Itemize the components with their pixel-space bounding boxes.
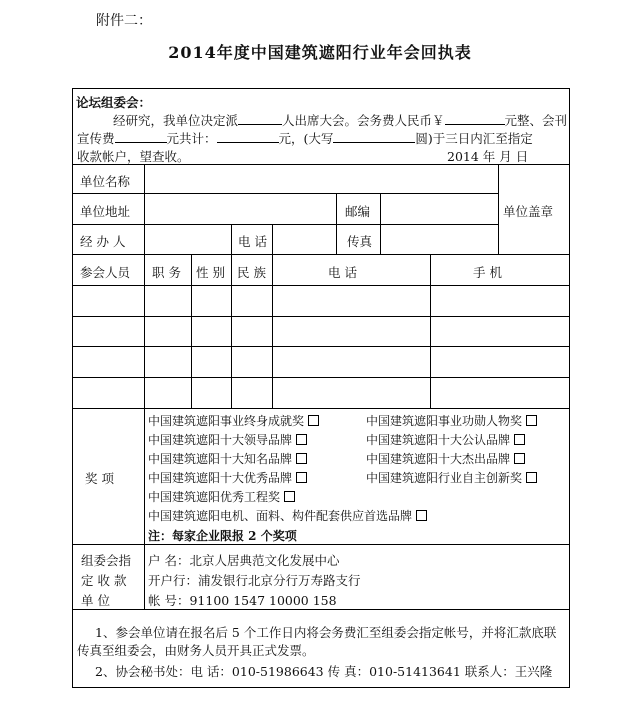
publicity-fee-blank[interactable] [115, 130, 167, 143]
checkbox-icon [514, 453, 525, 464]
handler-label: 经 办 人 [80, 234, 126, 249]
total-blank[interactable] [217, 130, 279, 143]
account-label-3: 单 位 [81, 593, 110, 608]
postcode-label: 邮编 [345, 204, 371, 219]
award-item[interactable]: 中国建筑遮阳事业终身成就奖 [148, 412, 319, 429]
award-item[interactable]: 中国建筑遮阳电机、面料、构件配套供应首选品牌 [148, 507, 427, 524]
mobile-header: 手 机 [473, 265, 502, 280]
unit-seal-label: 单位盖章 [503, 204, 554, 219]
intro-line-3: 收款帐户，望查收。 [77, 149, 190, 164]
checkbox-icon [296, 453, 307, 464]
fax-label: 传真 [347, 234, 373, 249]
intro-date: 2014 年 月 日 [447, 149, 529, 164]
salutation: 论坛组委会： [76, 95, 152, 110]
unit-address-label: 单位地址 [80, 204, 131, 219]
page-title: 2014年度中国建筑遮阳行业年会回执表 [168, 43, 472, 62]
unit-address-field[interactable] [145, 194, 335, 223]
note-1-line-2: 传真至组委会，由财务人员开具正式发票。 [77, 643, 315, 658]
checkbox-icon [526, 415, 537, 426]
attendee-count-blank[interactable] [238, 112, 282, 125]
account-payee: 户 名：北京人居典范文化发展中心 [148, 553, 340, 568]
award-item[interactable]: 中国建筑遮阳行业自主创新奖 [366, 469, 537, 486]
awards-label: 奖 项 [85, 471, 114, 486]
position-header: 职 务 [152, 265, 181, 280]
checkbox-icon [514, 434, 525, 445]
account-label-2: 定 收 款 [81, 573, 127, 588]
intro-line-2: 宣传费 元共计： 元，(大写 圆)于三日内汇至指定 [77, 131, 533, 146]
account-bank: 开户行：浦发银行北京分行万寿路支行 [148, 573, 361, 588]
award-item[interactable]: 中国建筑遮阳十大公认品牌 [366, 431, 525, 448]
account-label-1: 组委会指 [81, 553, 132, 568]
note-2: 2、协会秘书处：电 话：010-51986643 传 真：010-51413641 联系人：王兴隆 [95, 664, 553, 679]
account-number: 帐 号：91100 1547 10000 158 [148, 593, 337, 608]
attachment-label: 附件二： [96, 13, 152, 29]
unit-name-label: 单位名称 [80, 174, 131, 189]
unit-name-field[interactable] [145, 165, 497, 193]
amount-in-words-blank[interactable] [333, 130, 415, 143]
award-item[interactable]: 中国建筑遮阳十大知名品牌 [148, 450, 307, 467]
registration-form [72, 88, 570, 688]
phone-header: 电 话 [328, 265, 357, 280]
award-item[interactable]: 中国建筑遮阳十大领导品牌 [148, 431, 307, 448]
note-1-line-1: 1、参会单位请在报名后 5 个工作日内将会务费汇至组委会指定帐号，并将汇款底联 [95, 625, 557, 640]
phone-label: 电 话 [238, 234, 267, 249]
checkbox-icon [296, 434, 307, 445]
award-item[interactable]: 中国建筑遮阳十大杰出品牌 [366, 450, 525, 467]
fee-amount-blank[interactable] [445, 112, 505, 125]
awards-note: 注：每家企业限报 2 个奖项 [148, 529, 297, 543]
handler-field[interactable] [145, 225, 230, 253]
checkbox-icon [308, 415, 319, 426]
checkbox-icon [284, 491, 295, 502]
phone-field[interactable] [273, 225, 335, 253]
attendee-header: 参会人员 [80, 265, 131, 280]
checkbox-icon [296, 472, 307, 483]
postcode-field[interactable] [381, 194, 497, 223]
award-item[interactable]: 中国建筑遮阳优秀工程奖 [148, 488, 295, 505]
award-item[interactable]: 中国建筑遮阳十大优秀品牌 [148, 469, 307, 486]
fax-field[interactable] [381, 225, 497, 253]
ethnicity-header: 民 族 [237, 265, 266, 280]
gender-header: 性 别 [196, 265, 225, 280]
award-item[interactable]: 中国建筑遮阳事业功勋人物奖 [366, 412, 537, 429]
intro-line-1: 经研究，我单位决定派 人出席大会。会务费人民币￥ 元整、会刊 [113, 113, 568, 128]
checkbox-icon [416, 510, 427, 521]
checkbox-icon [526, 472, 537, 483]
